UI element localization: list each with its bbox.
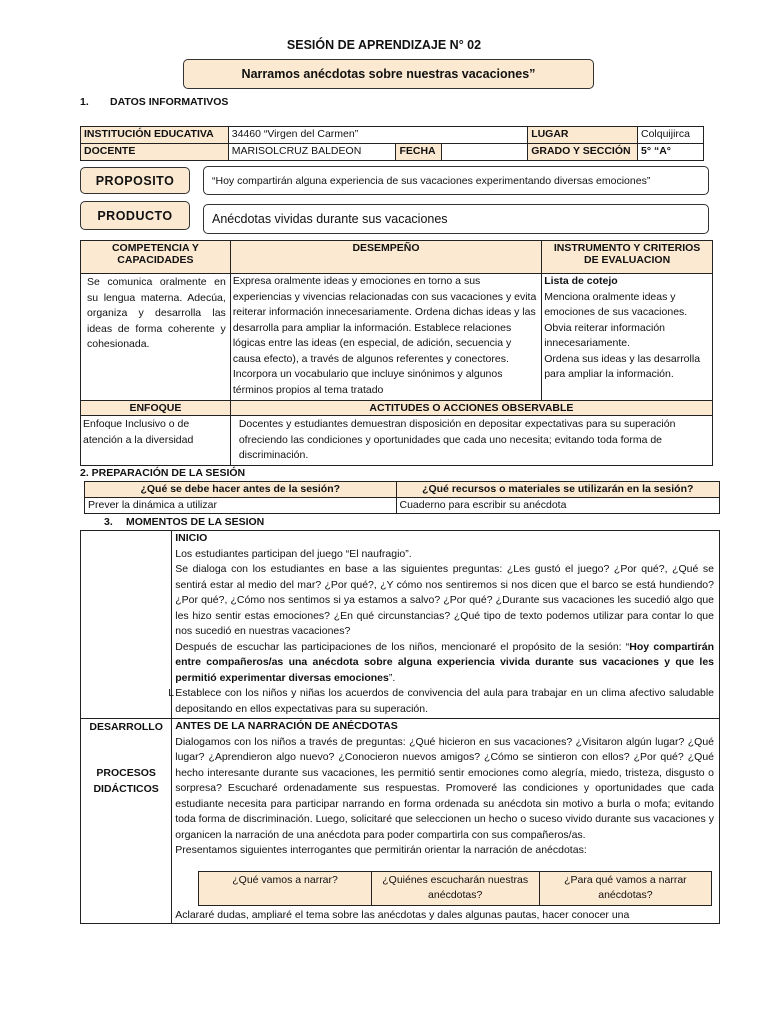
fecha-label: FECHA bbox=[396, 144, 442, 161]
instrumento-title: Lista de cotejo bbox=[544, 275, 618, 287]
inicio-p2: Se dialoga con los estudiantes en base a las siguientes preguntas: ¿Les gustó el juego? ¿Por qué?, ¿Qué se sentirá estar al medio del mar? ¿Por qué?, ¿Y cómo nos sentiremos si nos dicen que el barco se está hundiendo? ¿Por qué?, ¿Cómo nos sentimos si ya estamos a salvo? ¿Por qué? ¿Durante sus vacaciones les sucedió algo que les hizo sentir estas emociones? ¿En qué circunstancias? ¿Qué tipo de texto podemos utilizar para contar lo que nos sucedió en nuestras vacaciones? bbox=[175, 563, 714, 637]
desarrollo-last-line: Aclararé dudas, ampliaré el tema sobre las anécdotas y dales algunas pautas, hacer conocer una bbox=[175, 908, 630, 921]
question-quienes-escucharan: ¿Quiénes escucharán nuestras anécdotas? bbox=[371, 871, 539, 905]
inicio-p4-prefix: L bbox=[168, 687, 175, 699]
instrumento-header: INSTRUMENTO Y CRITERIOS DE EVALUACION bbox=[542, 241, 713, 274]
inicio-p1: Los estudiantes participan del juego “El naufragio”. bbox=[175, 547, 412, 560]
grado-value: 5° “A° bbox=[638, 144, 704, 161]
proposito-text: “Hoy compartirán alguna experiencia de sus vacaciones experimentando diversas emociones” bbox=[203, 166, 709, 195]
antes-p2: Presentamos siguientes interrogantes que permitirán orientar la narración de anécdotas: bbox=[175, 844, 587, 856]
inicio-p3-bold: Hoy compartirán entre compañeros/as una anécdota sobre alguna experiencia vivida durante sus vacaciones y que les permitió experimentar diversas emociones bbox=[175, 640, 715, 684]
institucion-label: INSTITUCIÓN EDUCATIVA bbox=[81, 127, 229, 144]
inicio-p4-text: Establece con los niños y niñas los acuerdos de convivencia del aula para trabajar en un clima afectivo saludable depositando en ellos expectativas para su superación. bbox=[175, 687, 714, 715]
momentos-table bbox=[80, 530, 720, 924]
inicio-p3-a: Después de escuchar las participaciones de los niños, mencionaré el propósito de la sesión: “ bbox=[175, 640, 630, 653]
section-3-heading bbox=[104, 516, 264, 528]
lugar-value: Colquijirca bbox=[638, 127, 704, 144]
institucion-value: 34460 “Virgen del Carmen” bbox=[228, 127, 527, 144]
antes-title: ANTES DE LA NARRACIÓN DE ANÉCDOTAS bbox=[175, 720, 398, 732]
antes-p1: Dialogamos con los niños a través de preguntas: ¿Qué hicieron en sus vacaciones? ¿Visitaron algún lugar? ¿Qué lugar? ¿Aprendieron algo nuevo? ¿Conocieron nuevos amigos? ¿Cómo se sintieron con ellos? ¿Por qué? ¿Qué hecho interesante durante sus vacaciones, les permitió sentir emociones como alegría, miedo, tristeza, disgusto o sorpresa? Escucharé ordenadamente sus respuestas. Promoveré las condiciones y oportunidades que cada estudiante necesita para participar narrando en forma ordenada su anécdota sin motivo a burla o mofa; evitando toda forma de discriminación. Luego, solicitaré que seleccionen un hecho o suceso vivido durante sus vacaciones y organicen la narración de una anécdota para poder compartirla con sus compañeros/as. bbox=[175, 735, 714, 841]
desarrollo-cell bbox=[172, 719, 720, 924]
criterio-1: Menciona oralmente ideas y emociones de sus vacaciones. bbox=[544, 290, 688, 318]
producto-text: Anécdotas vividas durante sus vacaciones bbox=[203, 204, 709, 234]
competencia-cell: Se comunica oralmente en su lengua materna. Adecúa, organiza y desarrolla las ideas de forma coherente y cohesionada. bbox=[81, 274, 231, 401]
docente-value: MARISOLCRUZ BALDEON bbox=[228, 144, 396, 161]
proposito-label: PROPOSITO bbox=[80, 167, 190, 194]
desarrollo-left-cell bbox=[81, 719, 172, 924]
desempeno-cell: Expresa oralmente ideas y emociones en torno a sus experiencias y vivencias relacionadas con sus vacaciones y evita reiterar información innecesariamente. Ordena dichas ideas y las desarrolla para ampliar la información. Establece relaciones lógicas entre las ideas (en especial, de adición, secuencia y causa efecto), a través de algunos referentes y conectores. Incorpora un vocabulario que incluye sinónimos y algunos términos propios al tema tratado bbox=[230, 274, 541, 401]
inicio-p4 bbox=[168, 686, 714, 717]
inicio-p3 bbox=[175, 640, 714, 687]
page-title: SESIÓN DE APRENDIZAJE N° 02 bbox=[286, 38, 482, 52]
inicio-left-cell bbox=[81, 531, 175, 719]
actitudes-cell: Docentes y estudiantes demuestran disposición en depositar expectativas para su superación ofreciendo las condiciones y oportunidades que cada uno necesita; evitando toda forma de discriminación. bbox=[230, 416, 712, 466]
question-para-que: ¿Para qué vamos a narrar anécdotas? bbox=[539, 871, 712, 905]
info-table bbox=[80, 126, 704, 161]
lugar-label: LUGAR bbox=[528, 127, 638, 144]
enfoque-cell: Enfoque Inclusivo o de atención a la diversidad bbox=[81, 416, 231, 466]
desarrollo-label: DESARROLLO bbox=[89, 721, 163, 733]
competencia-table bbox=[80, 240, 713, 466]
section-3-number: 3. bbox=[104, 516, 113, 528]
desempeno-header: DESEMPEÑO bbox=[230, 241, 541, 274]
preparacion-table bbox=[84, 481, 720, 514]
criterio-3: Ordena sus ideas y las desarrolla para ampliar la información. bbox=[544, 352, 701, 380]
preparacion-a1: Prever la dinámica a utilizar bbox=[85, 498, 397, 514]
section-3-title: MOMENTOS DE LA SESION bbox=[126, 516, 265, 528]
competencia-header: COMPETENCIA Y CAPACIDADES bbox=[81, 241, 231, 274]
grado-label: GRADO Y SECCIÓN bbox=[528, 144, 638, 161]
inicio-p3-b: ”. bbox=[388, 671, 396, 684]
preparacion-q2: ¿Qué recursos o materiales se utilizarán en la sesión? bbox=[396, 482, 720, 498]
section-2-title: 2. PREPARACIÓN DE LA SESIÓN bbox=[80, 467, 246, 479]
section-1-heading bbox=[80, 96, 228, 108]
question-que-narrar: ¿Qué vamos a narrar? bbox=[199, 871, 372, 905]
enfoque-header: ENFOQUE bbox=[81, 401, 231, 416]
actitudes-header: ACTITUDES O ACCIONES OBSERVABLE bbox=[230, 401, 712, 416]
producto-label: PRODUCTO bbox=[80, 201, 190, 230]
docente-label: DOCENTE bbox=[81, 144, 229, 161]
section-1-number: 1. bbox=[80, 96, 89, 108]
criterio-2: Obvia reiterar información innecesariamente. bbox=[544, 321, 665, 349]
inicio-title: INICIO bbox=[175, 532, 208, 544]
section-1-title: DATOS INFORMATIVOS bbox=[110, 96, 229, 108]
questions-table bbox=[198, 871, 712, 906]
session-subtitle: Narramos anécdotas sobre nuestras vacaciones” bbox=[183, 59, 594, 89]
fecha-value bbox=[442, 144, 528, 161]
inicio-cell bbox=[168, 531, 720, 719]
procesos-label: PROCESOS DIDÁCTICOS bbox=[93, 767, 159, 795]
preparacion-a2: Cuaderno para escribir su anécdota bbox=[396, 498, 720, 514]
instrumento-cell bbox=[542, 274, 713, 401]
preparacion-q1: ¿Qué se debe hacer antes de la sesión? bbox=[85, 482, 397, 498]
